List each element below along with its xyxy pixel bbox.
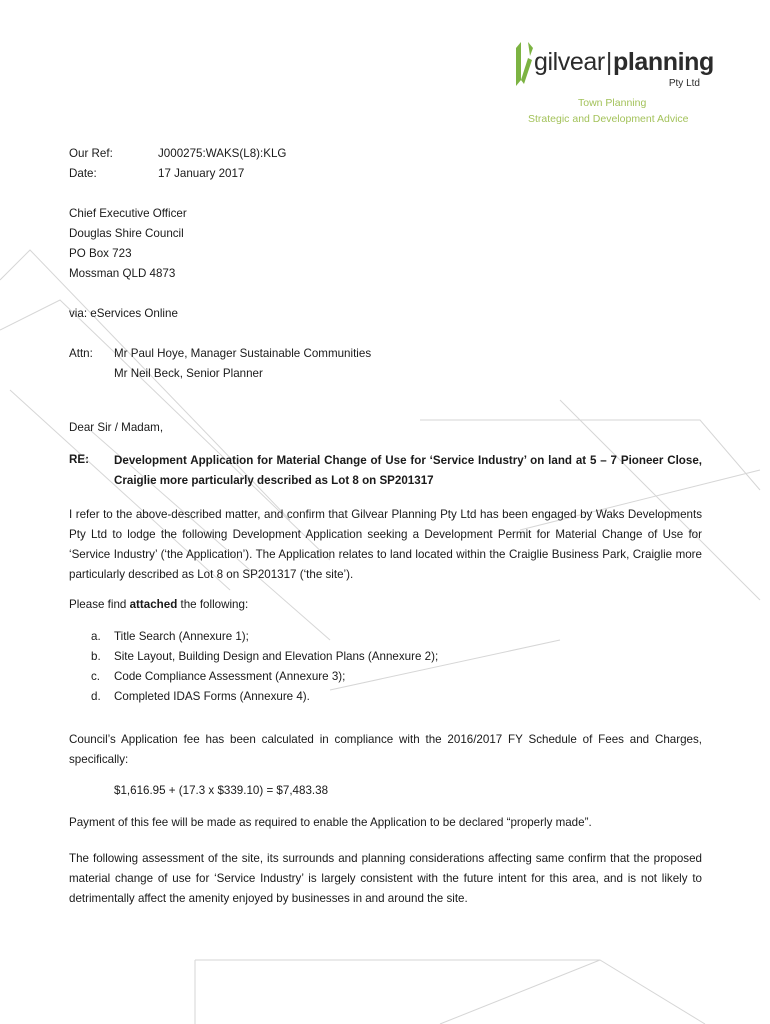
letterhead-logo xyxy=(512,36,722,131)
date-value: 17 January 2017 xyxy=(158,167,245,180)
list-item: Site Layout, Building Design and Elevation Plans (Annexure 2); xyxy=(114,650,439,663)
attached-post: the following: xyxy=(177,598,249,611)
recipient-line-4: Mossman QLD 4873 xyxy=(69,267,176,280)
list-item-marker: c. xyxy=(91,670,101,683)
list-item-marker: a. xyxy=(91,630,101,643)
payment-paragraph: Payment of this fee will be made as required to enable the Application to be declared “properly made”. xyxy=(69,816,592,829)
tagline-1: Town Planning xyxy=(578,97,647,109)
our-ref-value: J000275:WAKS(L8):KLG xyxy=(158,147,287,160)
attn-name-1: Mr Paul Hoye, Manager Sustainable Communities xyxy=(114,347,372,360)
attached-pre: Please find xyxy=(69,598,130,611)
list-item: Code Compliance Assessment (Annexure 3); xyxy=(114,670,346,683)
salutation: Dear Sir / Madam, xyxy=(69,421,164,434)
recipient-line-2: Douglas Shire Council xyxy=(69,227,184,240)
our-ref-label: Our Ref: xyxy=(69,147,113,160)
intro-paragraph: I refer to the above-described matter, and confirm that Gilvear Planning Pty Ltd has been engaged by Waks Developments Pty Ltd to lodge the following Development Application seeking a Development Permit for Material Change of Use for ‘Service Industry’ (‘the Application’). The Application relates to land located within the Craiglie Business Park, Craiglie more particularly described as Lot 8 on SP201317 (‘the site’). xyxy=(69,508,702,581)
list-item-marker: b. xyxy=(91,650,101,663)
brand-left: gilvear xyxy=(534,48,605,76)
brand-separator: | xyxy=(605,48,612,76)
attn-label: Attn: xyxy=(69,347,93,360)
recipient-line-3: PO Box 723 xyxy=(69,247,132,260)
list-item: Title Search (Annexure 1); xyxy=(114,630,249,643)
attn-name-2: Mr Neil Beck, Senior Planner xyxy=(114,367,263,380)
list-item-marker: d. xyxy=(91,690,101,703)
brand-right: planning xyxy=(612,48,714,76)
attached-bold: attached xyxy=(129,598,178,611)
date-label: Date: xyxy=(69,167,97,180)
brand-name xyxy=(534,48,714,77)
subject-label: RE: xyxy=(69,453,89,466)
assessment-paragraph: The following assessment of the site, its surrounds and planning considerations affecting same confirm that the proposed material change of use for ‘Service Industry’ is largely consistent with the future intent for this area, and is not likely to detrimentally affect the amenity enjoyed by businesses in and around the site. xyxy=(69,852,702,905)
subject-text: Development Application for Material Change of Use for ‘Service Industry’ on land at 5 – 7 Pioneer Close, Craiglie more particularly described as Lot 8 on SP201317 xyxy=(114,454,702,487)
recipient-line-1: Chief Executive Officer xyxy=(69,207,187,220)
leaf-icon xyxy=(512,38,536,90)
attached-paragraph xyxy=(69,598,248,611)
list-item: Completed IDAS Forms (Annexure 4). xyxy=(114,690,310,703)
via-line: via: eServices Online xyxy=(69,307,178,320)
fee-calculation: $1,616.95 + (17.3 x $339.10) = $7,483.38 xyxy=(114,784,329,797)
brand-suffix: Pty Ltd xyxy=(668,78,700,89)
fee-paragraph: Council’s Application fee has been calculated in compliance with the 2016/2017 FY Schedule of Fees and Charges, specifically: xyxy=(69,733,702,766)
tagline-2: Strategic and Development Advice xyxy=(528,113,689,125)
